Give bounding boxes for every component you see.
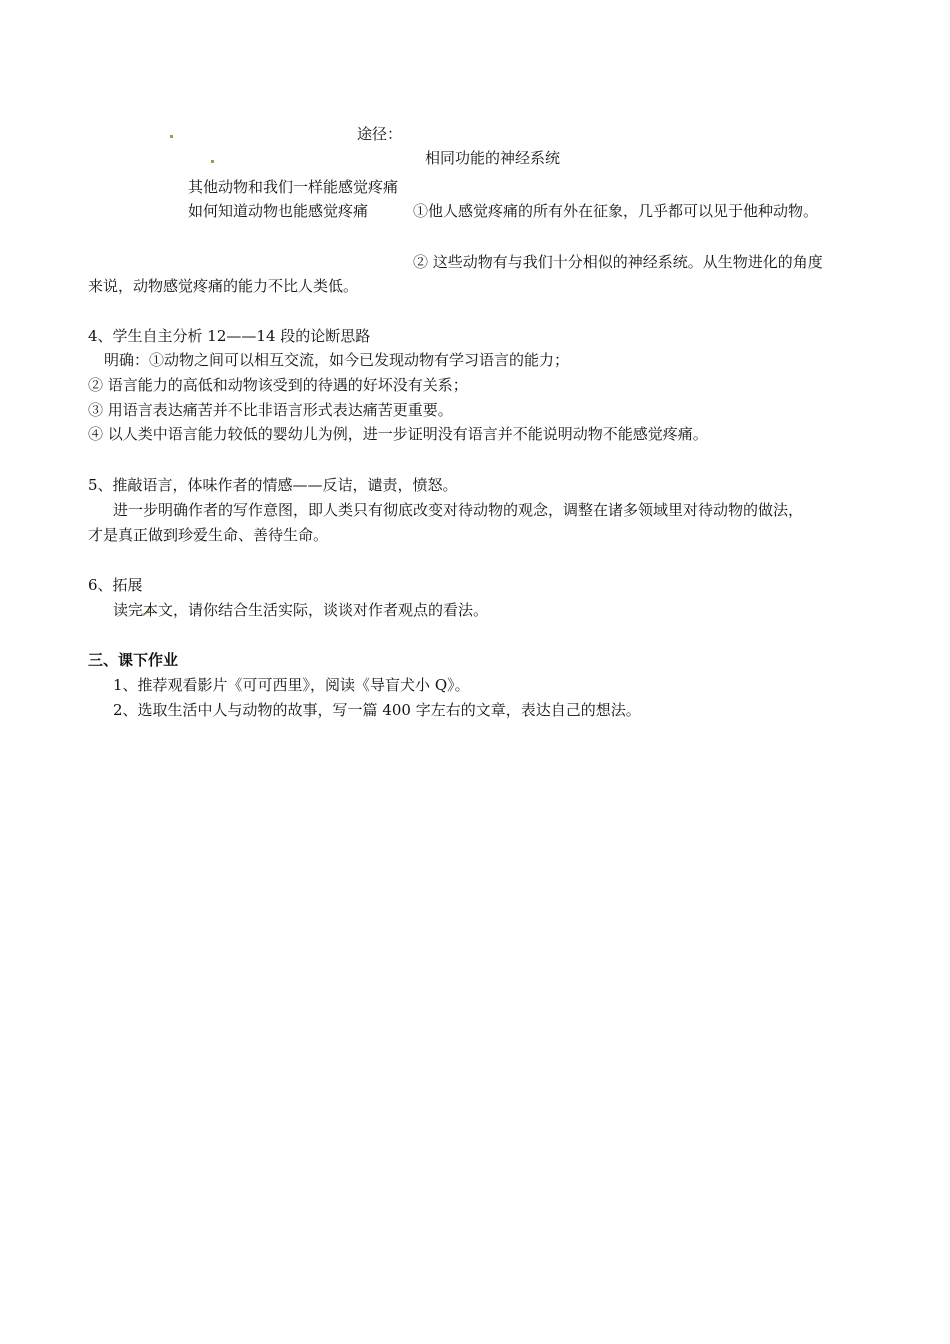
diagram-claim: 其他动物和我们一样能感觉疼痛 (188, 178, 399, 196)
nervous-system-label: 相同功能的神经系统 (425, 149, 561, 167)
decorative-dot (211, 160, 214, 163)
homework-heading: 三、课下作业 (88, 651, 179, 669)
section-5-line: 进一步明确作者的写作意图，即人类只有彻底改变对待动物的观念，调整在诸多领域里对待动物的做法， (113, 501, 804, 519)
section-5-heading: 5、推敲语言，体味作者的情感——反诘，谴责，愤怒。 (88, 476, 458, 494)
decorative-dot (170, 135, 173, 138)
section-4-line: 明确：①动物之间可以相互交流，如今已发现动物有学习语言的能力； (104, 351, 570, 369)
section-4-line: ② 语言能力的高低和动物该受到的待遇的好坏没有关系； (88, 376, 468, 394)
section-5-line: 才是真正做到珍爱生命、善待生命。 (88, 526, 329, 544)
section-4-line: ③ 用语言表达痛苦并不比非语言形式表达痛苦更重要。 (88, 401, 453, 419)
route-label: 途径： (357, 125, 403, 143)
diagram-question: 如何知道动物也能感觉疼痛 (188, 202, 369, 220)
homework-item: 1、推荐观看影片《可可西里》，阅读《导盲犬小 Q》。 (113, 676, 470, 694)
diagram-point-1: ①他人感觉疼痛的所有外在征象，几乎都可以见于他种动物。 (413, 202, 819, 220)
section-4-line: ④ 以人类中语言能力较低的婴幼儿为例，进一步证明没有语言并不能说明动物不能感觉疼痛。 (88, 425, 708, 443)
section-4-heading: 4、学生自主分析 12——14 段的论断思路 (88, 327, 371, 345)
section-6-line: 读完本文，请你结合生活实际，谈谈对作者观点的看法。 (113, 601, 489, 619)
diagram-point-2: ② 这些动物有与我们十分相似的神经系统。从生物进化的角度 (413, 253, 823, 271)
section-6-heading: 6、拓展 (88, 576, 143, 594)
diagram-point-2-cont: 来说，动物感觉疼痛的能力不比人类低。 (88, 277, 359, 295)
homework-item: 2、选取生活中人与动物的故事，写一篇 400 字左右的文章，表达自己的想法。 (113, 701, 641, 719)
